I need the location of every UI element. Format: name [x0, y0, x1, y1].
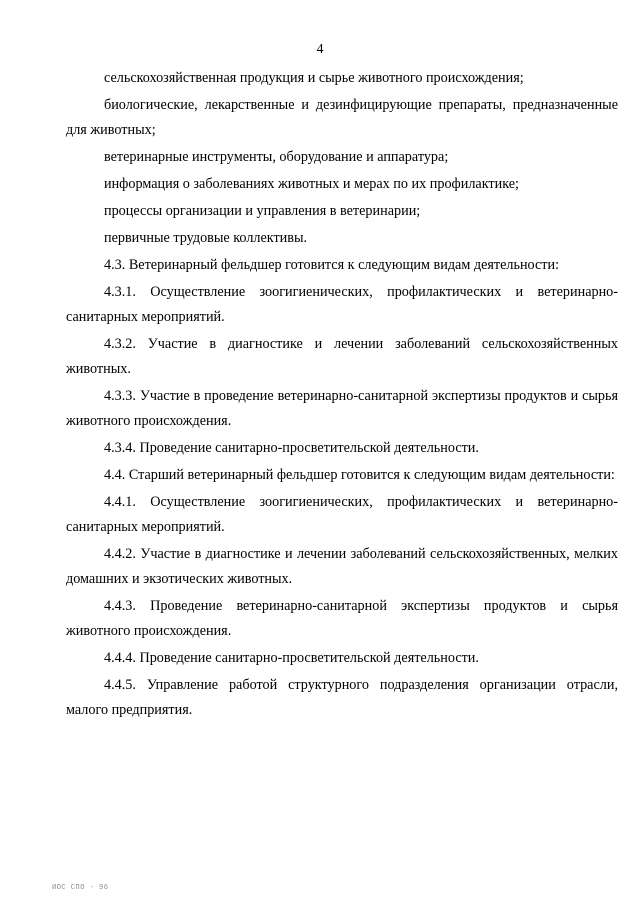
- paragraph-object-agricultural-products: сельскохозяйственная продукция и сырье животного происхождения;: [104, 70, 524, 86]
- paragraph-object-information: информация о заболеваниях животных и мерах по их профилактике;: [104, 176, 519, 192]
- section-4-4-5: 4.4.5. Управление работой структурного подразделения организации отрасли, малого предприятия.: [66, 677, 618, 718]
- section-4-3-3: 4.3.3. Участие в проведение ветеринарно-санитарной экспертизы продуктов и сырья животного происхождения.: [66, 388, 618, 429]
- paragraph-object-processes: процессы организации и управления в ветеринарии;: [104, 203, 421, 219]
- document-body: [66, 66, 618, 723]
- footer-stamp: ИОС СПО - 96: [52, 884, 109, 892]
- section-4-3-2: 4.3.2. Участие в диагностике и лечении заболеваний сельскохозяйственных животных.: [66, 336, 618, 377]
- section-4-4-1: 4.4.1. Осуществление зоогигиенических, профилактических и ветеринарно-санитарных мероприятий.: [66, 494, 618, 535]
- paragraph-object-collectives: первичные трудовые коллективы.: [104, 230, 308, 246]
- section-4-3-4: 4.3.4. Проведение санитарно-просветительской деятельности.: [104, 440, 479, 456]
- paragraph-object-preparations: биологические, лекарственные и дезинфицирующие препараты, предназначенные для животных;: [66, 97, 618, 138]
- section-4-4-heading: 4.4. Старший ветеринарный фельдшер готовится к следующим видам деятельности:: [104, 467, 615, 483]
- page-number: 4: [316, 42, 324, 57]
- section-4-3-heading: 4.3. Ветеринарный фельдшер готовится к следующим видам деятельности:: [104, 257, 560, 273]
- section-4-4-4: 4.4.4. Проведение санитарно-просветительской деятельности.: [104, 650, 479, 666]
- paragraph-object-instruments: ветеринарные инструменты, оборудование и аппаратура;: [104, 149, 449, 165]
- section-4-4-2: 4.4.2. Участие в диагностике и лечении заболеваний сельскохозяйственных, мелких домашних и экзотических животных.: [66, 546, 618, 587]
- section-4-4-3: 4.4.3. Проведение ветеринарно-санитарной экспертизы продуктов и сырья животного происхождения.: [66, 598, 618, 639]
- section-4-3-1: 4.3.1. Осуществление зоогигиенических, профилактических и ветеринарно-санитарных мероприятий.: [66, 284, 618, 325]
